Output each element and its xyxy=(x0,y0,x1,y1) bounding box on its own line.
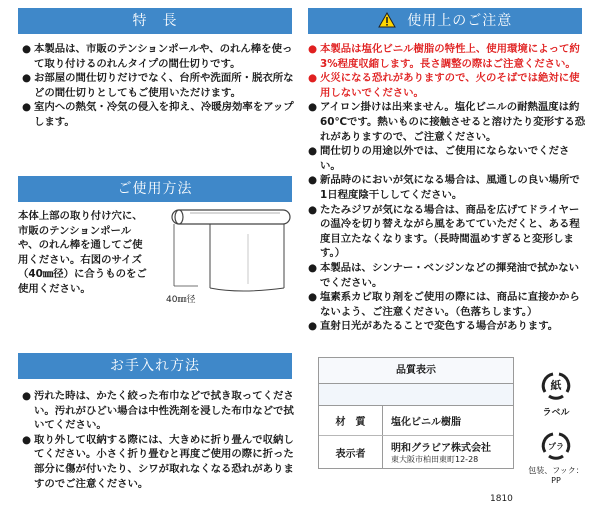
bullet-icon: ● xyxy=(22,72,32,85)
bullet-icon: ● xyxy=(308,320,318,333)
cautions-title: 使用上のご注意 xyxy=(407,13,513,29)
product-code: 1810 xyxy=(490,494,513,504)
list-item: ● 新品時のにおいが気になる場合は、風通しの良い場所で1日程度陰干ししてください。 xyxy=(308,174,580,201)
usage-header xyxy=(18,176,292,202)
diameter-label: 40㎜径 xyxy=(166,295,196,305)
bullet-icon: ● xyxy=(308,203,318,216)
list-item: ● 室内への熱気・冷気の侵入を抑え、冷暖房効率をアップします。 xyxy=(22,101,294,128)
list-item: ● お部屋の間仕切りだけでなく、台所や洗面所・脱衣所などの間仕切りとしてもご使用いただけます。 xyxy=(22,72,294,99)
features-title: 特 長 xyxy=(132,13,178,29)
cautions-list xyxy=(308,42,586,334)
bullet-icon: ● xyxy=(308,174,318,187)
features-header xyxy=(18,8,292,34)
quality-spacer xyxy=(319,384,513,406)
list-item: ● 直射日光があたることで変色する場合があります。 xyxy=(308,320,559,333)
maker-row xyxy=(319,436,513,468)
bullet-icon: ● xyxy=(22,101,32,114)
plastic-mark-label: 包装、フック：PP xyxy=(528,466,584,485)
features-list xyxy=(22,42,298,130)
maker-address: 東大阪市柏田東町12-28 xyxy=(391,455,479,464)
bullet-icon: ● xyxy=(308,145,318,158)
list-item: ● 間仕切りの用途以外では、ご使用にならないでください。 xyxy=(308,145,570,172)
care-title: お手入れ方法 xyxy=(110,358,200,374)
material-label: 材 質 xyxy=(319,406,383,435)
list-item: ● アイロン掛けは出来ません。塩化ビニルの耐熱温度は約60℃です。熱いものに接触させると溶けたり変形する恐れがありますので、ご注意ください。 xyxy=(308,101,586,143)
bullet-icon: ● xyxy=(22,390,32,402)
maker-value: 明和グラビア株式会社 xyxy=(391,443,491,454)
list-item: ● たたみジワが気になる場合は、商品を広げてドライヤーの温冷を切り替えながら風をあてていただくと、ある程度目立たなくなります。（長時間温めすぎると変形します。） xyxy=(308,203,580,260)
bullet-icon: ● xyxy=(22,433,32,446)
bullet-icon: ● xyxy=(308,43,318,55)
usage-text: 本体上部の取り付け穴に、市販のテンションポールや、のれん棒を通してご使用ください。右図のサイズ（40㎜径）に合うものをご使用ください。 xyxy=(18,210,147,295)
list-item: ● 本製品は、シンナー・ベンジンなどの揮発油で拭かないでください。 xyxy=(308,261,579,289)
material-row xyxy=(319,406,513,436)
list-item: ● 塩素系カビ取り剤をご使用の際には、商品に直接かからないよう、ご注意ください。（色落ちします。） xyxy=(308,291,580,318)
pole-diagram xyxy=(160,204,300,316)
paper-mark-text: 紙 xyxy=(550,379,562,392)
maker-label: 表示者 xyxy=(319,436,383,468)
list-item: ● 本製品は、市販のテンションポールや、のれん棒を使って取り付けるのれんタイプの間仕切りです。 xyxy=(22,43,293,70)
care-list xyxy=(22,389,298,491)
list-item: ● 本製品は塩化ビニル樹脂の特性上、使用環境によって約3%程度収縮します。長さ調整の際はご注意ください。 xyxy=(308,43,580,70)
usage-title: ご使用方法 xyxy=(117,181,193,197)
paper-recycle-mark xyxy=(530,370,582,418)
bullet-icon: ● xyxy=(308,291,318,304)
plastic-recycle-mark xyxy=(526,430,586,485)
quality-table xyxy=(318,357,514,469)
care-header xyxy=(18,353,292,379)
material-value: 塩化ビニル樹脂 xyxy=(391,417,461,428)
paper-recycle-icon xyxy=(539,370,573,400)
bullet-icon: ● xyxy=(308,101,318,114)
bullet-icon: ● xyxy=(22,43,32,55)
cautions-header xyxy=(308,8,582,34)
plastic-mark-text: プラ xyxy=(548,442,564,451)
list-item: ● 取り外して収納する際には、大きめに折り畳んで収納してください。小さく折り畳むと再度ご使用の際に折った部分に傷が付いたり、シワが取れなくなる恐れがありますのでご注意ください。 xyxy=(22,433,294,490)
paper-mark-label: ラベル xyxy=(542,408,570,418)
bullet-icon: ● xyxy=(308,72,318,85)
warning-triangle-icon xyxy=(378,12,396,28)
quality-title: 品質表示 xyxy=(319,358,513,384)
plastic-recycle-icon xyxy=(539,430,573,460)
bullet-icon: ● xyxy=(308,261,318,274)
list-item: ● 火災になる恐れがありますので、火のそばでは絶対に使用しないでください。 xyxy=(308,72,580,99)
list-item: ● 汚れた時は、かたく絞った布巾などで拭き取ってください。汚れがひどい場合は中性洗剤を浸した布巾などで拭いてください。 xyxy=(22,390,294,432)
